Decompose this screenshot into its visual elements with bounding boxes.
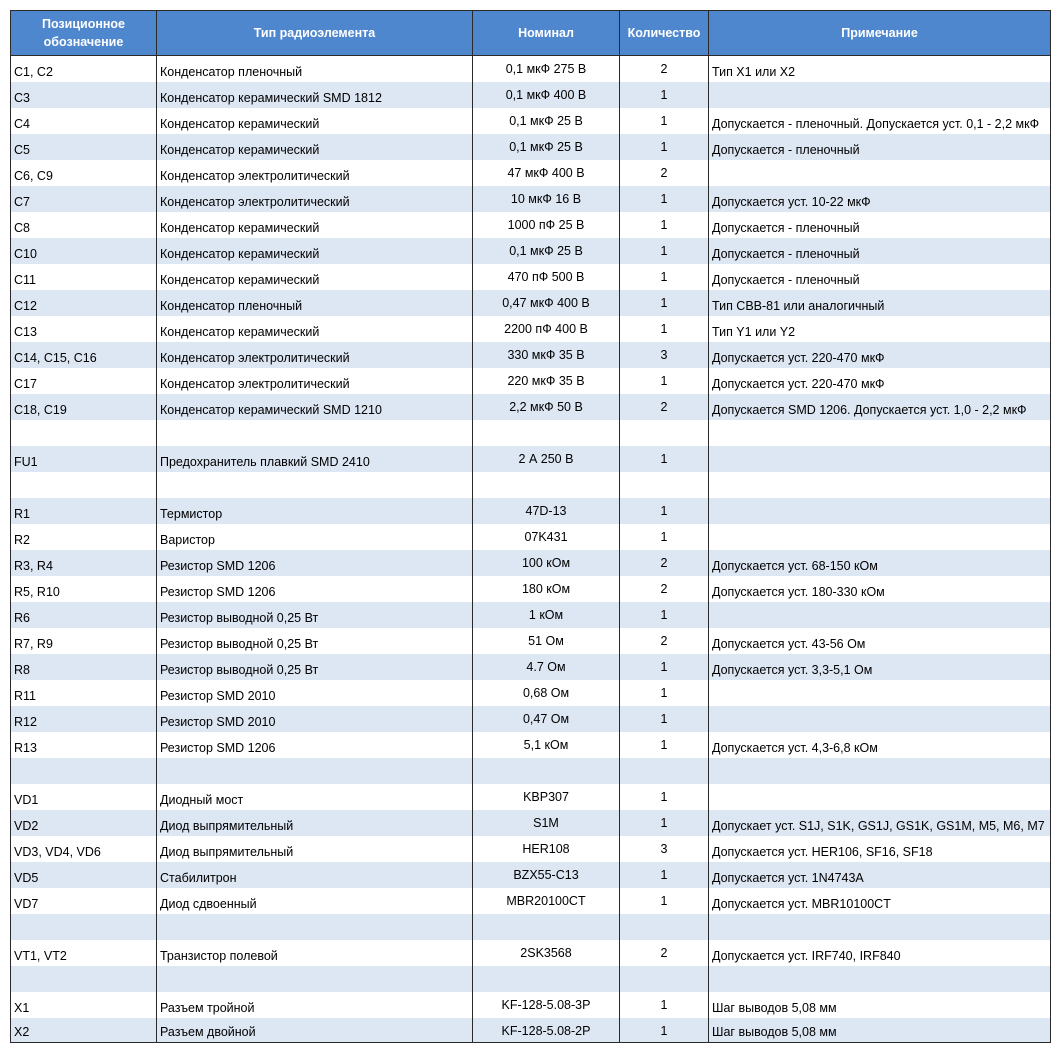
table-row [11, 602, 1051, 628]
cell-nominal: 0,1 мкФ 25 В [473, 134, 620, 160]
cell-element-type: Конденсатор керамический SMD 1210 [157, 394, 473, 420]
cell-element-type [157, 472, 473, 498]
cell-note: Допускается уст. MBR10100CT [709, 888, 1051, 914]
cell-note: Допускается уст. 10-22 мкФ [709, 186, 1051, 212]
cell-quantity: 1 [620, 238, 709, 264]
cell-quantity [620, 758, 709, 784]
cell-quantity: 1 [620, 186, 709, 212]
cell-nominal: 330 мкФ 35 В [473, 342, 620, 368]
cell-nominal: 4.7 Ом [473, 654, 620, 680]
cell-note [709, 758, 1051, 784]
cell-note [709, 602, 1051, 628]
cell-nominal: 47 мкФ 400 В [473, 160, 620, 186]
cell-position: C7 [11, 186, 157, 212]
cell-quantity: 2 [620, 394, 709, 420]
cell-position: VD3, VD4, VD6 [11, 836, 157, 862]
cell-position: VD2 [11, 810, 157, 836]
cell-nominal: BZX55-C13 [473, 862, 620, 888]
table-row [11, 524, 1051, 550]
cell-note: Допускается уст. HER106, SF16, SF18 [709, 836, 1051, 862]
table-row [11, 732, 1051, 758]
table-row [11, 420, 1051, 446]
table-row [11, 654, 1051, 680]
cell-nominal: 2 А 250 В [473, 446, 620, 472]
table-row [11, 784, 1051, 810]
table-row [11, 56, 1051, 82]
cell-element-type: Резистор выводной 0,25 Вт [157, 654, 473, 680]
cell-note [709, 914, 1051, 940]
cell-note: Тип X1 или X2 [709, 56, 1051, 82]
cell-quantity: 1 [620, 888, 709, 914]
table-row [11, 1018, 1051, 1043]
cell-note: Допускается уст. 3,3-5,1 Ом [709, 654, 1051, 680]
cell-note [709, 784, 1051, 810]
cell-position: R3, R4 [11, 550, 157, 576]
table-row [11, 368, 1051, 394]
cell-element-type: Резистор выводной 0,25 Вт [157, 602, 473, 628]
cell-quantity: 2 [620, 940, 709, 966]
cell-nominal: 180 кОм [473, 576, 620, 602]
table-row [11, 914, 1051, 940]
cell-note [709, 524, 1051, 550]
table-row [11, 992, 1051, 1018]
cell-note: Допускается - пленочный [709, 134, 1051, 160]
cell-quantity: 1 [620, 82, 709, 108]
cell-quantity: 2 [620, 550, 709, 576]
cell-element-type: Конденсатор керамический [157, 264, 473, 290]
cell-nominal [473, 758, 620, 784]
cell-note: Допускается уст. 180-330 кОм [709, 576, 1051, 602]
cell-nominal: 0,1 мкФ 25 В [473, 238, 620, 264]
cell-position: C8 [11, 212, 157, 238]
cell-position: C12 [11, 290, 157, 316]
cell-element-type [157, 758, 473, 784]
table-row [11, 628, 1051, 654]
table-row [11, 810, 1051, 836]
cell-position: R7, R9 [11, 628, 157, 654]
cell-nominal: 51 Ом [473, 628, 620, 654]
table-row [11, 134, 1051, 160]
cell-nominal: 0,1 мкФ 400 В [473, 82, 620, 108]
cell-element-type: Конденсатор керамический [157, 316, 473, 342]
cell-nominal: 0,1 мкФ 25 В [473, 108, 620, 134]
cell-nominal: 2200 пФ 400 В [473, 316, 620, 342]
cell-note [709, 966, 1051, 992]
cell-position: VD7 [11, 888, 157, 914]
cell-position: R11 [11, 680, 157, 706]
cell-note [709, 680, 1051, 706]
cell-quantity: 1 [620, 108, 709, 134]
cell-element-type: Диодный мост [157, 784, 473, 810]
cell-element-type: Резистор SMD 1206 [157, 550, 473, 576]
cell-quantity: 3 [620, 342, 709, 368]
cell-position: C4 [11, 108, 157, 134]
cell-position: X2 [11, 1018, 157, 1043]
table-row [11, 966, 1051, 992]
table-row [11, 212, 1051, 238]
cell-nominal: 0,47 мкФ 400 В [473, 290, 620, 316]
cell-position: C10 [11, 238, 157, 264]
cell-note [709, 498, 1051, 524]
cell-nominal: 10 мкФ 16 В [473, 186, 620, 212]
cell-nominal: 1 кОм [473, 602, 620, 628]
cell-quantity: 1 [620, 264, 709, 290]
cell-quantity: 1 [620, 524, 709, 550]
cell-position: R8 [11, 654, 157, 680]
cell-quantity [620, 914, 709, 940]
cell-note: Допускает уст. S1J, S1K, GS1J, GS1K, GS1M, M5, M6, M7 [709, 810, 1051, 836]
cell-nominal: 220 мкФ 35 В [473, 368, 620, 394]
cell-quantity [620, 966, 709, 992]
cell-position [11, 420, 157, 446]
cell-position: C13 [11, 316, 157, 342]
cell-element-type: Конденсатор керамический SMD 1812 [157, 82, 473, 108]
header-element-type: Тип радиоэлемента [157, 11, 473, 56]
cell-position: C11 [11, 264, 157, 290]
table-row [11, 316, 1051, 342]
cell-element-type: Термистор [157, 498, 473, 524]
cell-nominal: KBP307 [473, 784, 620, 810]
table-row [11, 290, 1051, 316]
cell-note: Допускается - пленочный [709, 212, 1051, 238]
table-row [11, 82, 1051, 108]
cell-position: VD1 [11, 784, 157, 810]
cell-element-type: Конденсатор электролитический [157, 368, 473, 394]
cell-quantity: 1 [620, 446, 709, 472]
cell-element-type: Конденсатор керамический [157, 238, 473, 264]
cell-nominal: 47D-13 [473, 498, 620, 524]
table-row [11, 836, 1051, 862]
cell-nominal [473, 472, 620, 498]
cell-element-type: Разъем двойной [157, 1018, 473, 1043]
cell-element-type: Разъем тройной [157, 992, 473, 1018]
cell-nominal: 470 пФ 500 В [473, 264, 620, 290]
cell-element-type: Диод выпрямительный [157, 810, 473, 836]
cell-nominal: 0,68 Ом [473, 680, 620, 706]
cell-position [11, 966, 157, 992]
cell-note: Допускается уст. 68-150 кОм [709, 550, 1051, 576]
header-nominal: Номинал [473, 11, 620, 56]
cell-quantity: 1 [620, 784, 709, 810]
cell-quantity: 1 [620, 290, 709, 316]
cell-position: VD5 [11, 862, 157, 888]
cell-nominal [473, 914, 620, 940]
cell-position: R13 [11, 732, 157, 758]
table-row [11, 550, 1051, 576]
table-row [11, 758, 1051, 784]
table-row [11, 342, 1051, 368]
table-row [11, 108, 1051, 134]
table-row [11, 186, 1051, 212]
cell-note: Шаг выводов 5,08 мм [709, 992, 1051, 1018]
cell-nominal [473, 966, 620, 992]
cell-element-type: Диод выпрямительный [157, 836, 473, 862]
cell-quantity: 2 [620, 576, 709, 602]
cell-position: VT1, VT2 [11, 940, 157, 966]
cell-nominal: KF-128-5.08-2P [473, 1018, 620, 1043]
cell-element-type: Транзистор полевой [157, 940, 473, 966]
cell-note: Допускается уст. 1N4743A [709, 862, 1051, 888]
table-row [11, 862, 1051, 888]
table-body [11, 56, 1051, 1043]
table-row [11, 446, 1051, 472]
cell-note: Шаг выводов 5,08 мм [709, 1018, 1051, 1043]
cell-note: Тип Y1 или Y2 [709, 316, 1051, 342]
cell-element-type [157, 420, 473, 446]
table-header [11, 11, 1051, 56]
cell-element-type: Резистор выводной 0,25 Вт [157, 628, 473, 654]
cell-note: Допускается SMD 1206. Допускается уст. 1,0 - 2,2 мкФ [709, 394, 1051, 420]
cell-position: C18, C19 [11, 394, 157, 420]
cell-nominal: HER108 [473, 836, 620, 862]
cell-element-type: Резистор SMD 2010 [157, 706, 473, 732]
cell-position: C14, C15, C16 [11, 342, 157, 368]
header-row [11, 11, 1051, 56]
bom-table [10, 10, 1051, 1043]
cell-position: C17 [11, 368, 157, 394]
cell-quantity: 3 [620, 836, 709, 862]
table-row [11, 160, 1051, 186]
cell-note: Допускается уст. 4,3-6,8 кОм [709, 732, 1051, 758]
cell-element-type: Резистор SMD 1206 [157, 732, 473, 758]
cell-quantity: 1 [620, 212, 709, 238]
cell-element-type: Стабилитрон [157, 862, 473, 888]
cell-nominal: S1M [473, 810, 620, 836]
cell-note: Допускается уст. 220-470 мкФ [709, 368, 1051, 394]
cell-element-type: Конденсатор пленочный [157, 290, 473, 316]
cell-element-type: Конденсатор пленочный [157, 56, 473, 82]
cell-nominal: MBR20100CT [473, 888, 620, 914]
cell-position: C5 [11, 134, 157, 160]
cell-element-type: Предохранитель плавкий SMD 2410 [157, 446, 473, 472]
cell-note [709, 160, 1051, 186]
cell-position [11, 914, 157, 940]
table-row [11, 576, 1051, 602]
cell-nominal: 1000 пФ 25 В [473, 212, 620, 238]
cell-position: FU1 [11, 446, 157, 472]
cell-position: C1, C2 [11, 56, 157, 82]
cell-quantity: 1 [620, 654, 709, 680]
cell-element-type: Конденсатор керамический [157, 212, 473, 238]
cell-element-type: Конденсатор электролитический [157, 186, 473, 212]
cell-note: Допускается уст. 220-470 мкФ [709, 342, 1051, 368]
cell-nominal: KF-128-5.08-3P [473, 992, 620, 1018]
cell-note: Допускается - пленочный. Допускается уст. 0,1 - 2,2 мкФ [709, 108, 1051, 134]
cell-position: C6, C9 [11, 160, 157, 186]
cell-quantity [620, 472, 709, 498]
cell-nominal: 07K431 [473, 524, 620, 550]
table-row [11, 888, 1051, 914]
cell-quantity: 2 [620, 160, 709, 186]
cell-nominal: 2,2 мкФ 50 В [473, 394, 620, 420]
header-quantity: Количество [620, 11, 709, 56]
cell-nominal: 0,47 Ом [473, 706, 620, 732]
cell-element-type [157, 966, 473, 992]
header-position: Позиционное обозначение [11, 11, 157, 56]
cell-position: R2 [11, 524, 157, 550]
cell-note: Допускается уст. 43-56 Ом [709, 628, 1051, 654]
cell-nominal: 2SK3568 [473, 940, 620, 966]
cell-position: C3 [11, 82, 157, 108]
cell-element-type: Конденсатор керамический [157, 108, 473, 134]
cell-quantity: 1 [620, 706, 709, 732]
cell-quantity: 1 [620, 732, 709, 758]
cell-note [709, 420, 1051, 446]
cell-quantity: 2 [620, 56, 709, 82]
cell-position: R5, R10 [11, 576, 157, 602]
cell-quantity: 1 [620, 680, 709, 706]
cell-position [11, 758, 157, 784]
table-row [11, 472, 1051, 498]
cell-note: Допускается - пленочный [709, 264, 1051, 290]
cell-element-type: Конденсатор электролитический [157, 342, 473, 368]
cell-quantity: 1 [620, 316, 709, 342]
table-row [11, 498, 1051, 524]
cell-element-type: Варистор [157, 524, 473, 550]
cell-quantity: 1 [620, 810, 709, 836]
cell-nominal: 100 кОм [473, 550, 620, 576]
cell-note: Тип CBB-81 или аналогичный [709, 290, 1051, 316]
cell-element-type [157, 914, 473, 940]
cell-note [709, 82, 1051, 108]
cell-element-type: Диод сдвоенный [157, 888, 473, 914]
cell-position: R1 [11, 498, 157, 524]
table-row [11, 706, 1051, 732]
cell-element-type: Резистор SMD 1206 [157, 576, 473, 602]
cell-element-type: Конденсатор электролитический [157, 160, 473, 186]
cell-quantity: 1 [620, 1018, 709, 1043]
cell-quantity: 2 [620, 628, 709, 654]
cell-quantity: 1 [620, 498, 709, 524]
cell-note [709, 706, 1051, 732]
cell-position: R12 [11, 706, 157, 732]
cell-quantity [620, 420, 709, 446]
table-row [11, 394, 1051, 420]
table-row [11, 238, 1051, 264]
header-note: Примечание [709, 11, 1051, 56]
table-row [11, 940, 1051, 966]
cell-note [709, 446, 1051, 472]
cell-position: X1 [11, 992, 157, 1018]
table-row [11, 264, 1051, 290]
cell-note: Допускается - пленочный [709, 238, 1051, 264]
cell-position: R6 [11, 602, 157, 628]
cell-nominal: 5,1 кОм [473, 732, 620, 758]
cell-quantity: 1 [620, 602, 709, 628]
cell-nominal: 0,1 мкФ 275 В [473, 56, 620, 82]
cell-quantity: 1 [620, 368, 709, 394]
cell-quantity: 1 [620, 134, 709, 160]
cell-quantity: 1 [620, 862, 709, 888]
table-row [11, 680, 1051, 706]
cell-element-type: Резистор SMD 2010 [157, 680, 473, 706]
cell-position [11, 472, 157, 498]
cell-element-type: Конденсатор керамический [157, 134, 473, 160]
cell-nominal [473, 420, 620, 446]
cell-note: Допускается уст. IRF740, IRF840 [709, 940, 1051, 966]
cell-note [709, 472, 1051, 498]
cell-quantity: 1 [620, 992, 709, 1018]
